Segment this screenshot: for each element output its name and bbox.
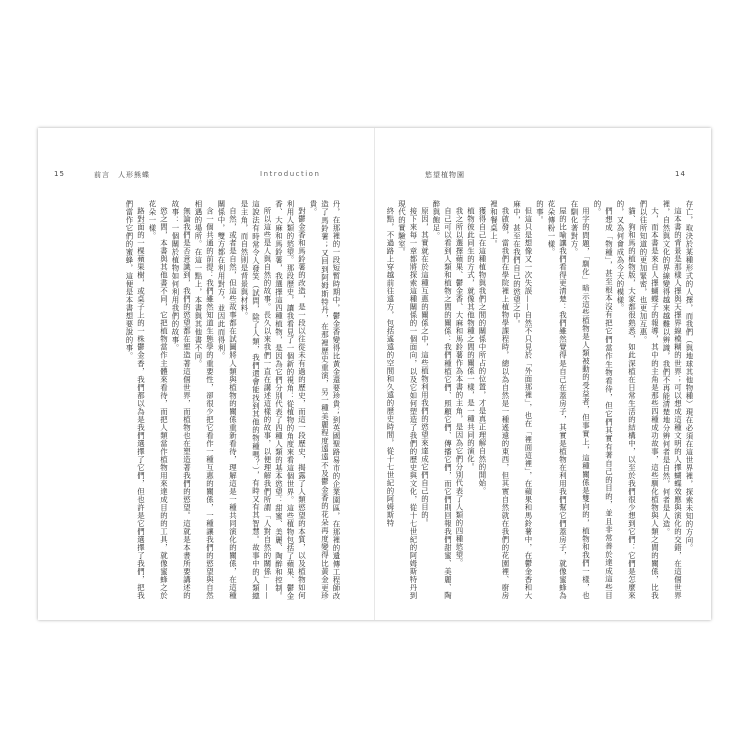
right-page <box>375 128 711 620</box>
paragraph: 獲得自己在這種植物與我們之間的關係中所占的位置，才是真正理解自然的開始。 <box>478 207 487 496</box>
paragraph: 慾之間，本書與其他書不同，它把植物當作主體來看待，而把人類當作植物用來達成目的的工具，就像蜜蜂之於花朵一樣。 <box>148 200 169 600</box>
right-chapter-title: 慾望植物園 <box>425 171 465 179</box>
paragraph: 接下來每一章都將探索這種關係的一個面向，以及它如何塑造了我們的歷史與文化，從十七世紀的阿姆斯特丹到現代的實驗室。 <box>397 200 418 600</box>
left-chapter-title: 前言 人形熊蝶 <box>94 171 150 179</box>
left-running-title: Introduction <box>260 170 321 178</box>
paragraph: 屋的比喻讓我們看得更清楚：我們雖然覺得是自己在蓋房子，其實是植物在利用我們幫它們蓋房子，就像蜜蜂為花朵傳粉一樣。 <box>547 200 568 600</box>
paragraph: 自然，或者是自然，但這些故事都在試圖將人類與植物的關係重新看待，理解這是一種共同演化的關係，在這種關係中，雙方都在利用對方，並因此而得利。 <box>217 200 238 600</box>
left-page-number: 15 <box>54 170 65 178</box>
paragraph: 植物彼此同生的方式，就像其他物種之間的關係一樣，是一種共同的演化。 <box>466 207 476 472</box>
right-body-text <box>386 200 695 600</box>
paragraph: 我啟發，當我們在學院裡上植物學課程時，總以為自然是一種遙遠的東西，但其實自然就在我們的花園裡、廚房裡和餐桌上。 <box>489 200 510 600</box>
paragraph: 大，而本書是來自人擇蝴蝶子的報導，其中的主角是那些四種成功故事，這些馴化植物與人類之間的關係，比我們以往所知道的更加緊密，也更加互惠。 <box>639 200 660 600</box>
paragraph: 我之所以選擇蘋果、鬱金香、大麻和馬鈴薯作為本書的主角，是因為它們分別代表了人類的四種慾望。 <box>455 207 464 568</box>
paragraph: 但這只是想像又一次失誤——自然不只見於「外面那裡」，也在「裡面這裡」，在蘋果和馬鈴薯中，在鬱金香和大麻中，甚至在我們自己的慾望之中。 <box>512 200 533 600</box>
paragraph: 存亡，取決於某種形式的人擇，而我們（與地球其他物種）現在必須在這世界裡，探索未知的方向。 <box>685 200 694 552</box>
right-page-number: 14 <box>675 170 686 178</box>
paragraph: 對鬱金香和馬鈴薯的改造，是一段以往從未有過的歷史，而這一段歷史，揭露了人類慾望的本質，以及植物如何利用人類的慾望。那段歷史，讓我看見了一個新的視角：從植物的角度來看這個世界。這些植物包括了蘋果、鬱金香、大麻和馬鈴薯，我選擇這四種植物，是因為它們分別代表了四種人類的基本慾望：甜蜜、美麗、陶醉和控制。 <box>274 200 307 600</box>
paragraph: 原因，其實就在於這種互惠的關係之中，這些植物利用我們的慾望來達成它們自己的目的。 <box>420 207 430 528</box>
paragraph: 終點，不過路上穿越前往遠方，包括遙遠的空間和久遠的歷史時間，從十七世紀的阿姆斯特 <box>386 207 395 528</box>
paragraph: 所以這些是人與自然的故事。長久以來我們一直在講述這樣的故事，以便理解我們所謂「人對自然的關係」——這說法有時常令人發笑（試問，除了人類，我們還會能找到其他的物種嗎？），有時又有其智慧。故事中的人類總是主角，而自然則是背景與材料。 <box>240 200 272 600</box>
paragraph: 丹，在那裡的一段短暫時期中，鬱金香變得比黃金還要珍貴；到英國聖路易市的企業園區，在那裡的遺傳工程師改造了馬鈴薯；又回到阿姆斯特丹，在那裡歷史重演，另一種美麗程度遠遠不及鬱金香的花朵再度變得比黃金更珍貴。 <box>309 200 341 600</box>
paragraph: 這本書的背景是那樣人擇與天擇界線模糊的世界；可以想成這種文明的人擇蝴蝶效應與演化的交錯，在這個世界裡，自然與文化的界線變得越來越難以辨識，我們不再能清楚地分辨何者是自然，何者是人造。 <box>662 200 683 600</box>
left-body-text <box>90 200 342 600</box>
paragraph: 的事。 <box>535 200 545 224</box>
paragraph: 自己可以看到人類和植物之間的關係：我們種植它們、照顧它們、傳播它們，而它們則回報我們甜蜜、美麗、陶醉與飽足。 <box>432 200 453 600</box>
paragraph: 貓、狗和馬的植物版，大家都很熟悉，如此深植在日常生活的結構中，以至於我們很少想到它們：它們是怎麼來的，又為何會成為今天的模樣。 <box>616 200 637 600</box>
paragraph: 含一個共通的前提：我們雖然知道生態學的重要性，卻很少把它看作一種互惠的關係，一種讓我們的慾望與自然相遇的場所。在這一點上，本書與其他書不同。 <box>194 200 215 600</box>
paragraph: 路對面的一棵蘋果樹，或桌子上的一株鬱金香，我們都以為是我們選擇了它們，但也許是它們選擇了我們，把我們當作它們的蜜蜂，這便是本書想要說的事。 <box>125 200 146 600</box>
book-spread <box>38 128 711 620</box>
left-page <box>38 128 374 620</box>
paragraph: 們想成「物種」，甚至根本沒有把它們當作生物看待，但它們其實有著自己的目的，並且非常善於達成這些目的。 <box>593 200 614 600</box>
paragraph: 用字的問題，「馴化」暗示這些植物是人類被動的受益者，但事實上，這種關係是雙向的，植物和我們一樣，也在馴化著對方。 <box>570 200 591 600</box>
paragraph: 無論我們是否意識到，我們的慾望都在塑造著這個世界，而植物也在塑造著我們的慾望。這就是本書所要講述的故事：一個關於植物如何利用我們的故事。 <box>171 200 192 600</box>
